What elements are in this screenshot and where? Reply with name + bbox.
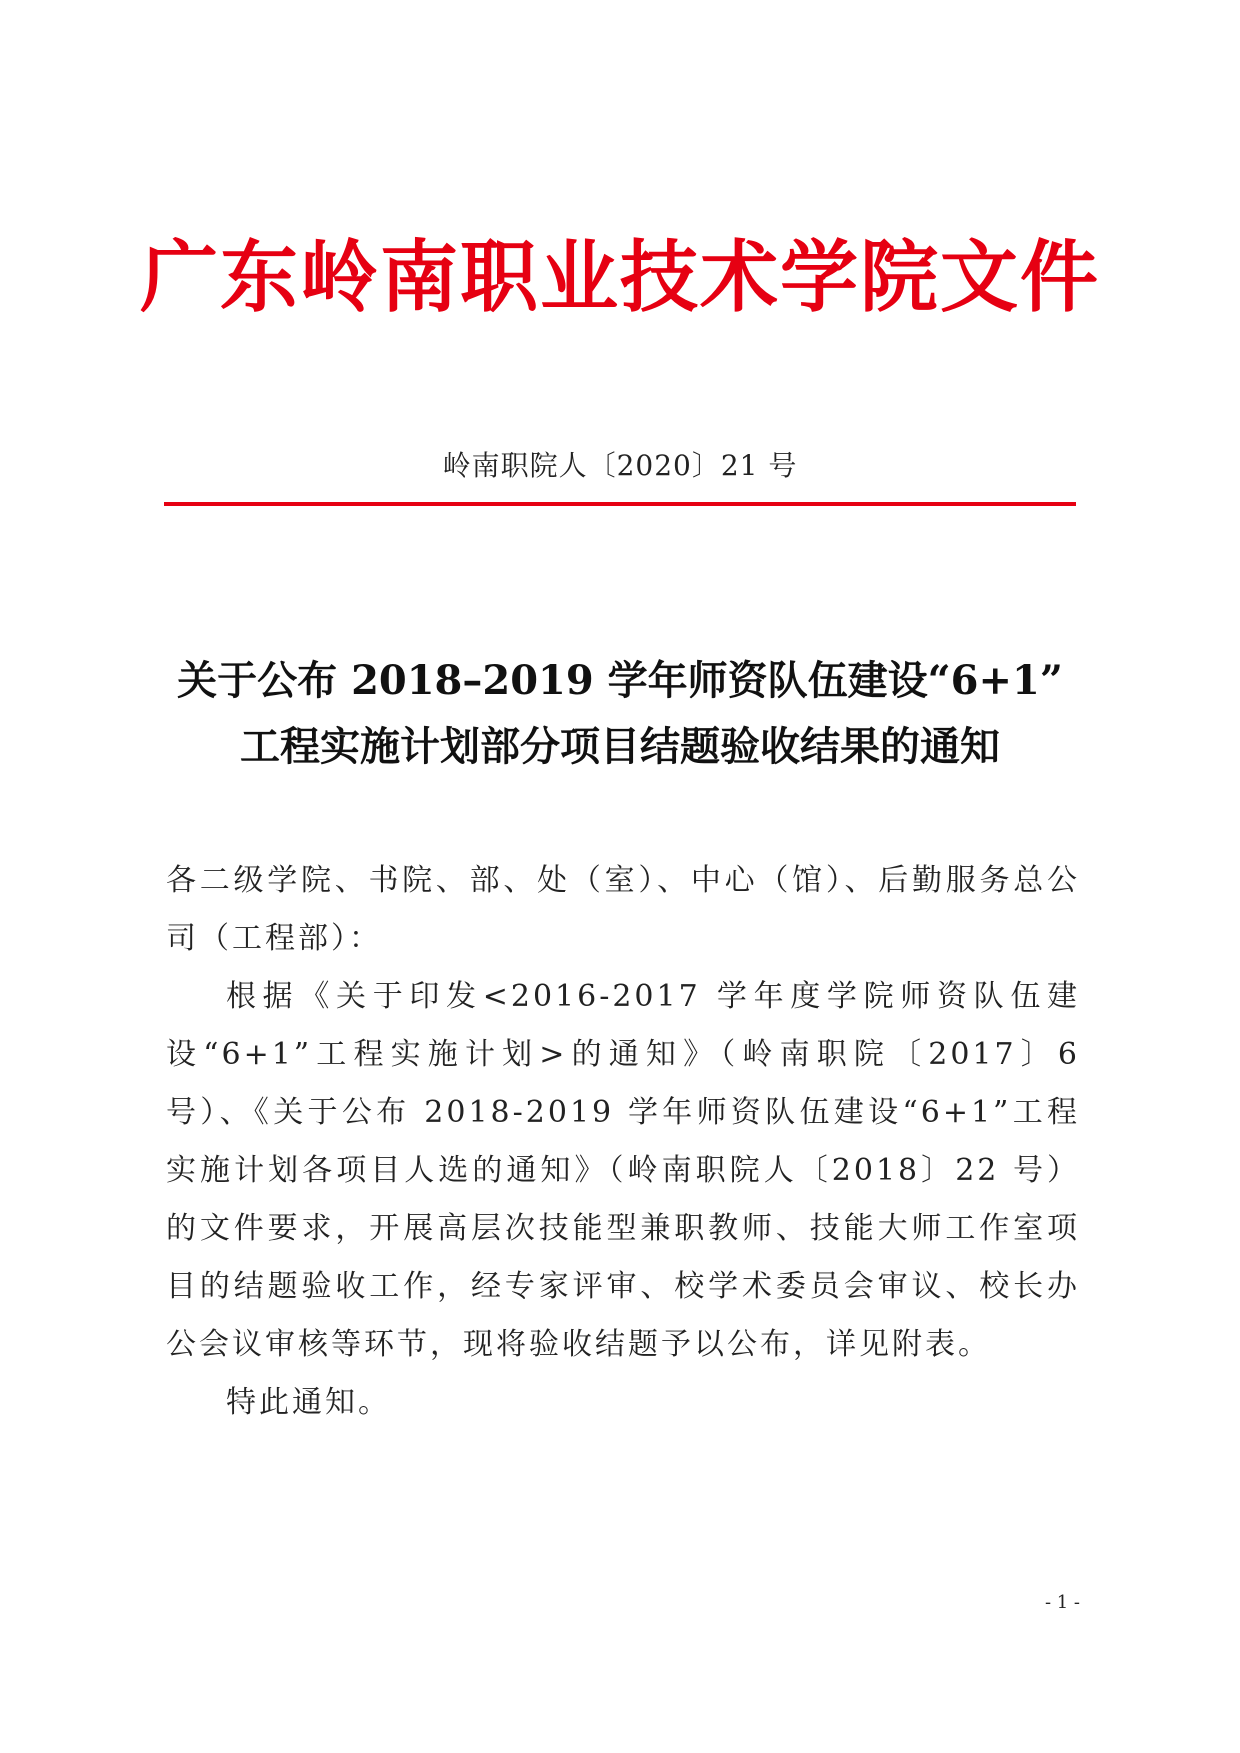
body-paragraph: 根据《关于印发<2016-2017 学年度学院师资队伍建设“6+1”工程实施计划>的通知》（岭南职院〔2017〕6 号）、《关于公布 2018-2019 学年师资队伍建设“6+1”工程实施计划各项目人选的通知》（岭南职院人〔2018〕22 号）的文件要求，开展高层次技能型兼职教师、技能大师工作室项目的结题验收工作，经专家评审、校学术委员会审议、校长办公会议审核等环节，现将验收结题予以公布，详见附表。 <box>166 979 1080 1362</box>
document-number: 岭南职院人〔2020〕21 号 <box>442 449 798 482</box>
red-divider-line <box>164 502 1076 506</box>
salutation: 各二级学院、书院、部、处（室）、中心（馆）、后勤服务总公司（工程部）： <box>166 863 1080 956</box>
closing-remark: 特此通知。 <box>226 1385 391 1420</box>
page-number: - 1 - <box>1044 1592 1080 1613</box>
notice-body <box>166 852 1080 1432</box>
notice-title-line-1: 关于公布 2018–2019 学年师资队伍建设“6+1” <box>177 657 1063 704</box>
notice-title <box>150 648 1090 780</box>
notice-title-line-2: 工程实施计划部分项目结题验收结果的通知 <box>240 723 1000 770</box>
document-header-title: 广东岭南职业技术学院文件 <box>139 232 1100 323</box>
